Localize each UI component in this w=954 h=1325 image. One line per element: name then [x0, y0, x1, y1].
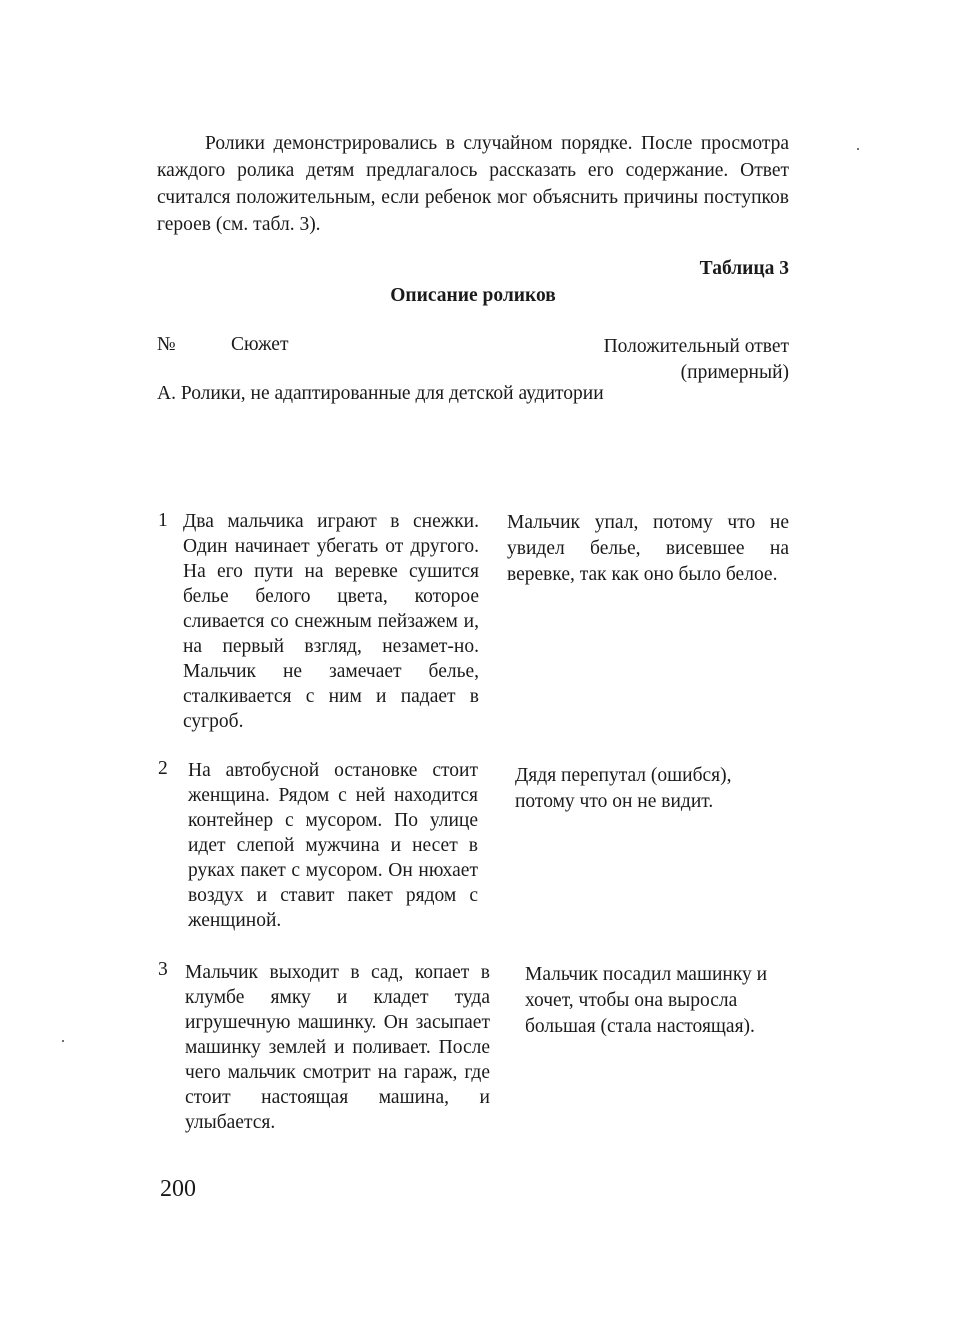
scan-speck: [62, 1040, 64, 1042]
row-plot: Два мальчика играют в снежки. Один начинает убегать от другого. На его пути на веревке сушится белье белого цвета, которое сливается со снежным пейзажем и, на первый взгляд, незамет-но. Мальчик не замечает белье, сталкивается с ним и падает в сугроб.: [183, 511, 479, 732]
row-plot: Мальчик выходит в сад, копает в клумбе ямку и кладет туда игрушечную машинку. Он засыпает машинку землей и поливает. После чего мальчик смотрит на гараж, где стоит настоящая машина, и улыбается.: [185, 962, 490, 1133]
row-answer: Мальчик упал, потому что не увидел белье, висевшее на веревке, так как оно было белое.: [507, 512, 789, 585]
page-number: 200: [160, 1176, 196, 1202]
row-answer: Мальчик посадил машинку и хочет, чтобы она выросла большая (стала настоящая).: [525, 964, 768, 1037]
column-header-number: №: [157, 334, 176, 355]
row-answer: Дядя перепутал (ошибся), потому что он не видит.: [515, 765, 732, 812]
row-plot: На автобусной остановке стоит женщина. Рядом с ней находится контейнер с мусором. По улице идет слепой мужчина и несет в руках пакет с мусором. Он нюхает воздух и ставит пакет рядом с женщиной.: [188, 760, 478, 931]
table-label: Таблица 3: [699, 258, 789, 279]
intro-paragraph: Ролики демонстрировались в случайном порядке. После просмотра каждого ролика детям предлагалось рассказать его содержание. Ответ считался положительным, если ребенок мог объяснить причины поступков героев (см. табл. 3).: [157, 133, 789, 235]
row-number: 2: [158, 758, 168, 779]
row-number: 1: [158, 510, 168, 531]
column-header-answer: Положительный ответ (примерный): [603, 336, 789, 383]
column-header-plot: Сюжет: [231, 334, 289, 355]
row-number: 3: [158, 959, 168, 980]
table-title: Описание роликов: [390, 285, 556, 306]
scan-speck: [857, 148, 859, 150]
section-heading-a: А. Ролики, не адаптированные для детской аудитории: [157, 383, 604, 404]
